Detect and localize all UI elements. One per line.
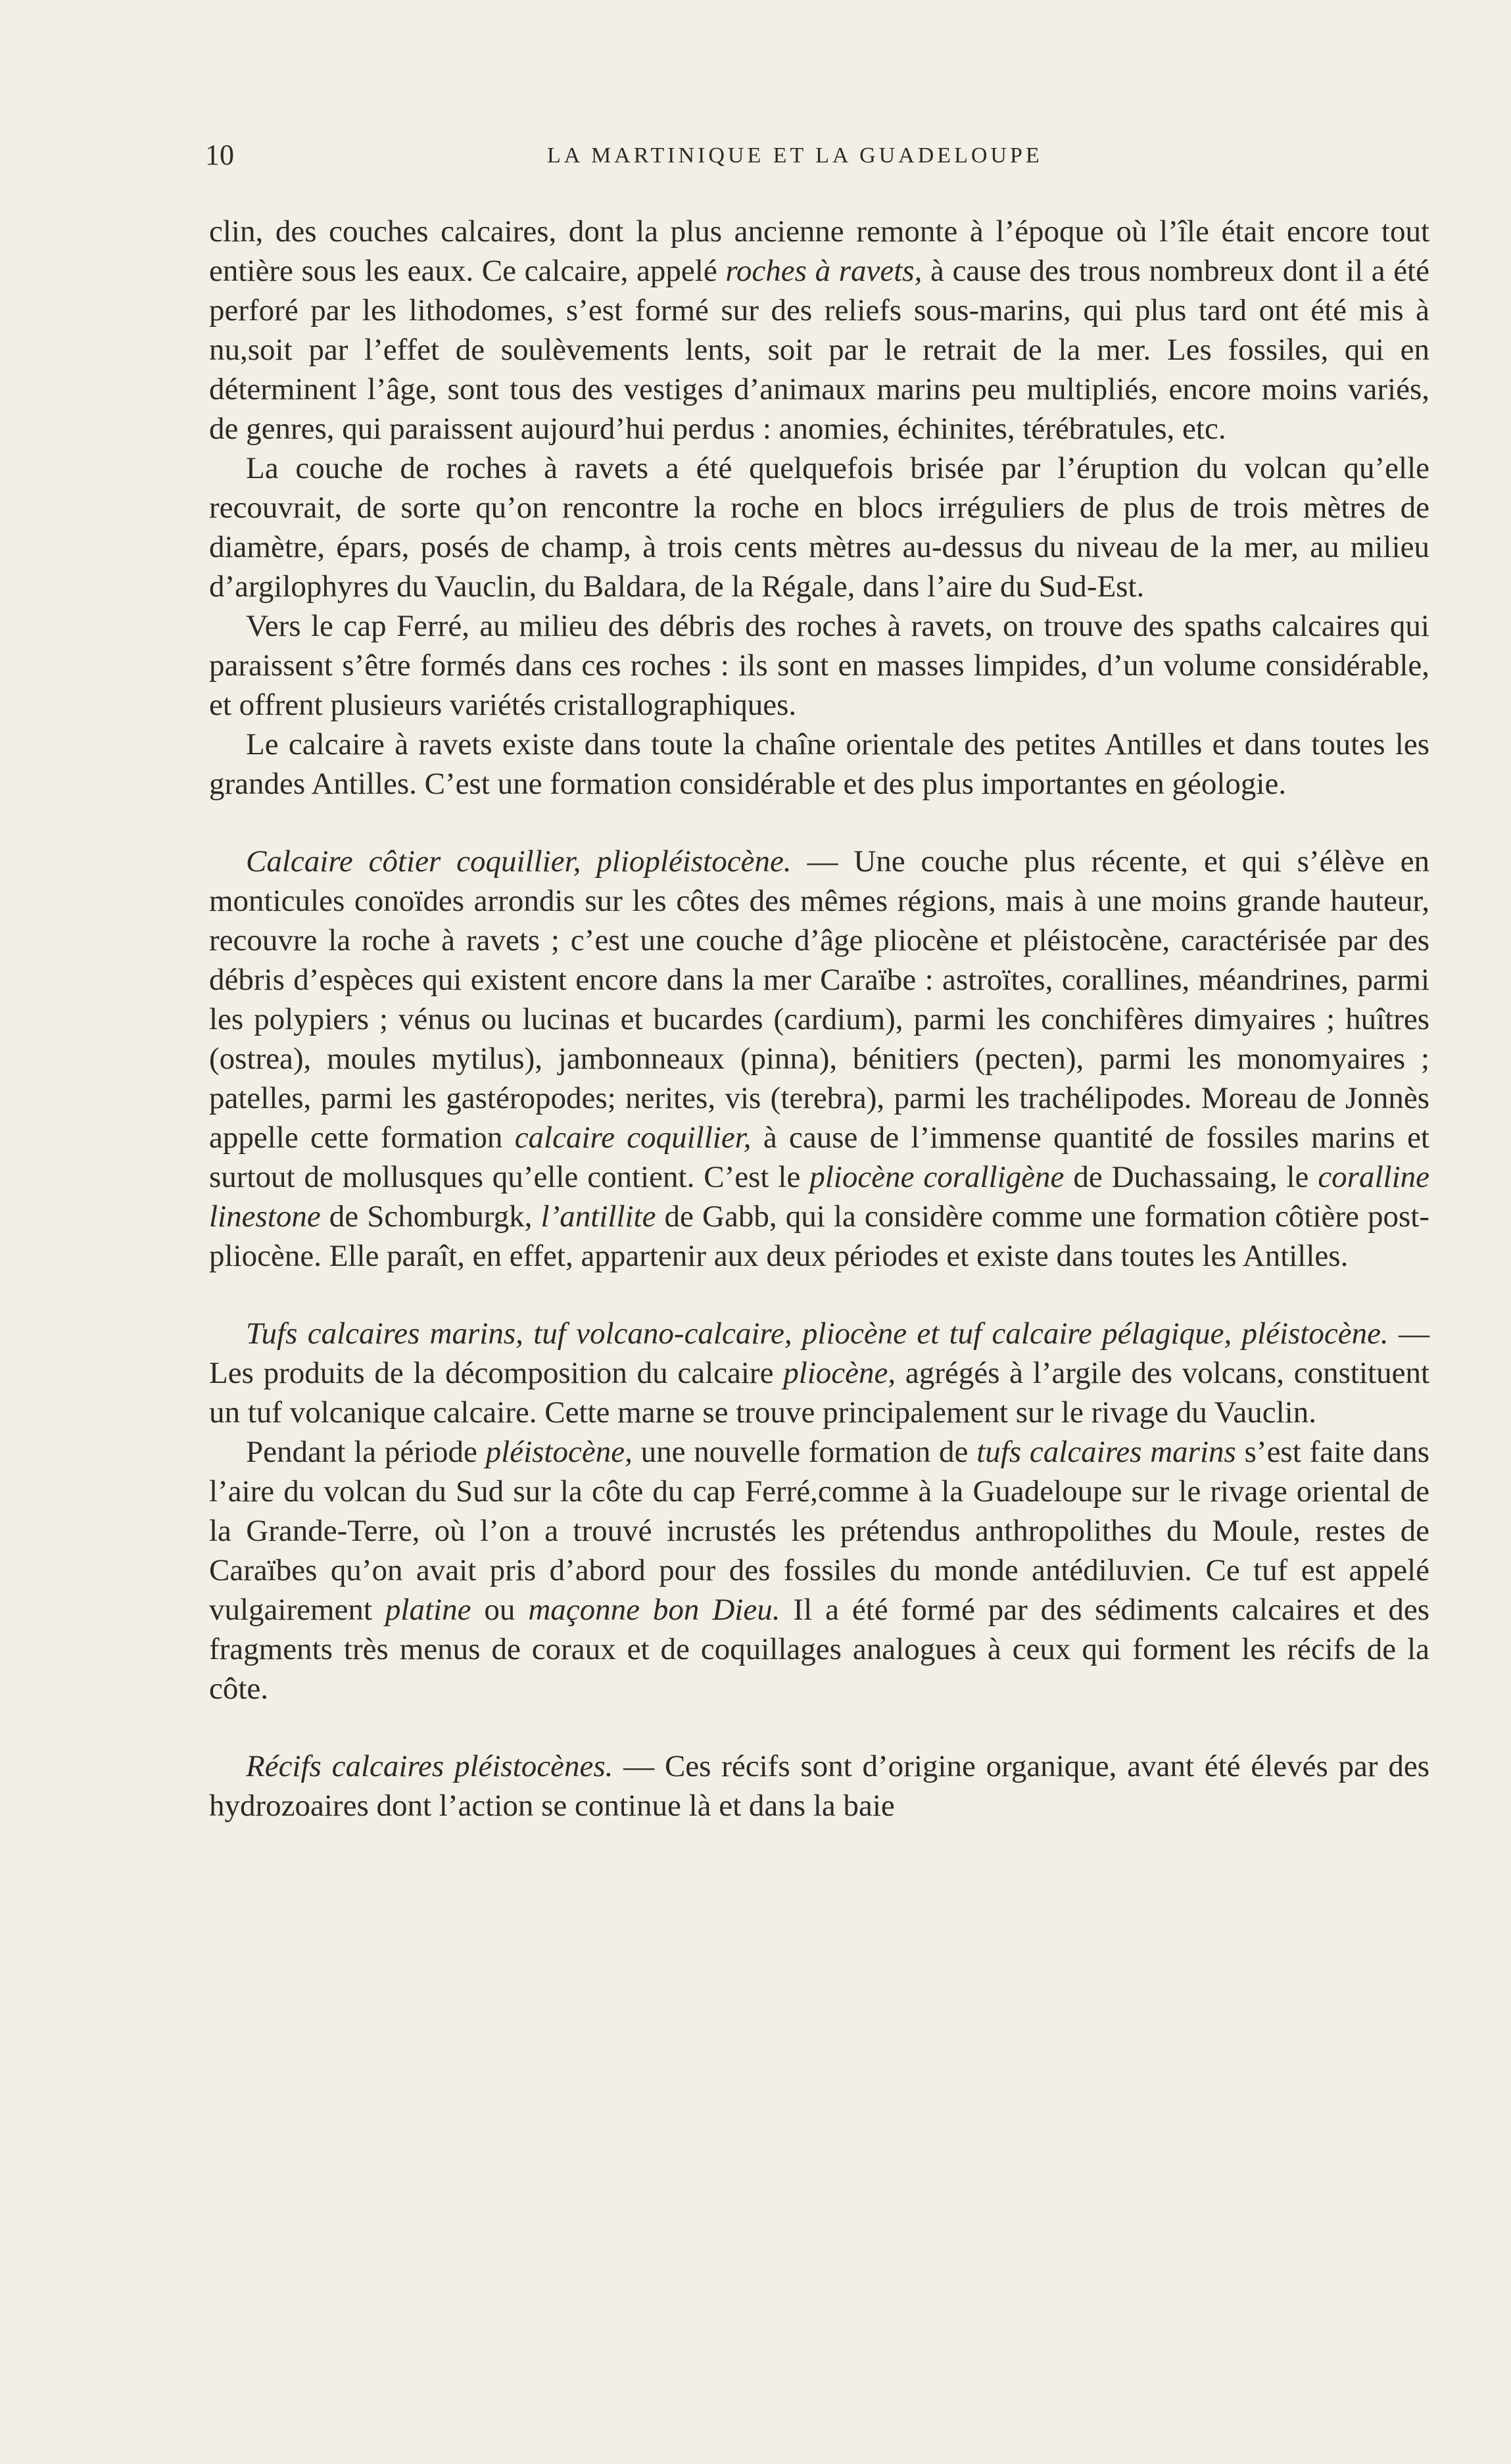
paragraph-7: Pendant la période pléistocène, une nouvelle formation de tufs calcaires marins s’est faite dans l’aire du volcan du Sud sur la côte du cap Ferré,comme à la Guadeloupe sur le rivage oriental de la Grande-Terre, où l’on a trouvé incrustés les prétendus anthropolithes du Moule, restes de Caraïbes qu’on avait pris d’abord pour des fossiles du monde antédiluvien. Ce tuf est appelé vulgairement platine ou maçonne bon Dieu. Il a été formé par des sédiments calcaires et des fragments très menus de coraux et de coquillages analogues à ceux qui forment les récifs de la côte.	[209, 1435, 1430, 1706]
paragraph-2: La couche de roches à ravets a été quelquefois brisée par l’éruption du volcan qu’elle recouvrait, de sorte qu’on rencontre la roche en blocs irréguliers de plus de trois mètres de diamètre, épars, posés de champ, à trois cents mètres au-dessus du niveau de la mer, au milieu d’argilophyres du Vauclin, du Baldara, de la Régale, dans l’aire du Sud-Est.	[209, 451, 1429, 604]
running-title: LA MARTINIQUE ET LA GUADELOUPE	[547, 143, 1043, 168]
section-tufs-calcaires: Tufs calcaires marins, tuf volcano-calcaire, pliocène et tuf calcaire pélagique, pléistocène. — Les produits de la décomposition du calcaire pliocène, agrégés à l’argile des volcans, constituent un tuf volcanique calcaire. Cette marne se trouve principalement sur le rivage du Vauclin.	[209, 1317, 1430, 1430]
page-number: 10	[205, 139, 234, 171]
page-header	[205, 138, 1428, 178]
section-heading: Calcaire côtier coquillier, pliopléistocène.	[246, 844, 792, 879]
paragraph-1: clin, des couches calcaires, dont la plus ancienne remonte à l’époque où l’île était encore tout entière sous les eaux. Ce calcaire, appelé roches à ravets, à cause des trous nombreux dont il a été perforé par les lithodomes, s’est formé sur des reliefs sous-marins, qui plus tard ont été mis à nu,soit par l’effet de soulèvements lents, soit par le retrait de la mer. Les fossiles, qui en déterminent l’âge, sont tous des vestiges d’animaux marins peu multipliés, encore moins variés, de genres, qui paraissent aujourd’hui perdus : anomies, échinites, térébratules, etc.	[209, 214, 1429, 446]
section-heading: Tufs calcaires marins, tuf volcano-calcaire, pliocène et tuf calcaire pélagique, pléistocène.	[246, 1317, 1389, 1351]
section-heading: Récifs calcaires pléistocènes.	[246, 1749, 613, 1783]
body-text	[209, 212, 1429, 1825]
paragraph-4: Le calcaire à ravets existe dans toute la chaîne orientale des petites Antilles et dans toutes les grandes Antilles. C’est une formation considérable et des plus importantes en géologie.	[209, 727, 1429, 801]
section-recifs-calcaires: Récifs calcaires pléistocènes. — Ces récifs sont d’origine organique, avant été élevés par des hydrozoaires dont l’action se continue là et dans la baie	[209, 1749, 1429, 1823]
paragraph-3: Vers le cap Ferré, au milieu des débris des roches à ravets, on trouve des spaths calcaires qui paraissent s’être formés dans ces roches : ils sont en masses limpides, d’un volume considérable, et offrent plusieurs variétés cristallographiques.	[209, 609, 1429, 722]
section-calcaire-cotier: Calcaire côtier coquillier, pliopléistocène. — Une couche plus récente, et qui s’élève en monticules conoïdes arrondis sur les côtes des mêmes régions, mais à une moins grande hauteur, recouvre la roche à ravets ; c’est une couche d’âge pliocène et pléistocène, caractérisée par des débris d’espèces qui existent encore dans la mer Caraïbe : astroïtes, corallines, méandrines, parmi les polypiers ; vénus ou lucinas et bucardes (cardium), parmi les conchifères dimyaires ; huîtres (ostrea), moules mytilus), jambonneaux (pinna), bénitiers (pecten), parmi les monomyaires ; patelles, parmi les gastéropodes; nerites, vis (terebra), parmi les trachélipodes. Moreau de Jonnès appelle cette formation calcaire coquillier, à cause de l’immense quantité de fossiles marins et surtout de mollusques qu’elle contient. C’est le pliocène coralligène de Duchassaing, le coralline linestone de Schomburgk, l’antillite de Gabb, qui la considère comme une formation côtière post-pliocène. Elle paraît, en effet, appartenir aux deux périodes et existe dans toutes les Antilles.	[209, 844, 1430, 1273]
